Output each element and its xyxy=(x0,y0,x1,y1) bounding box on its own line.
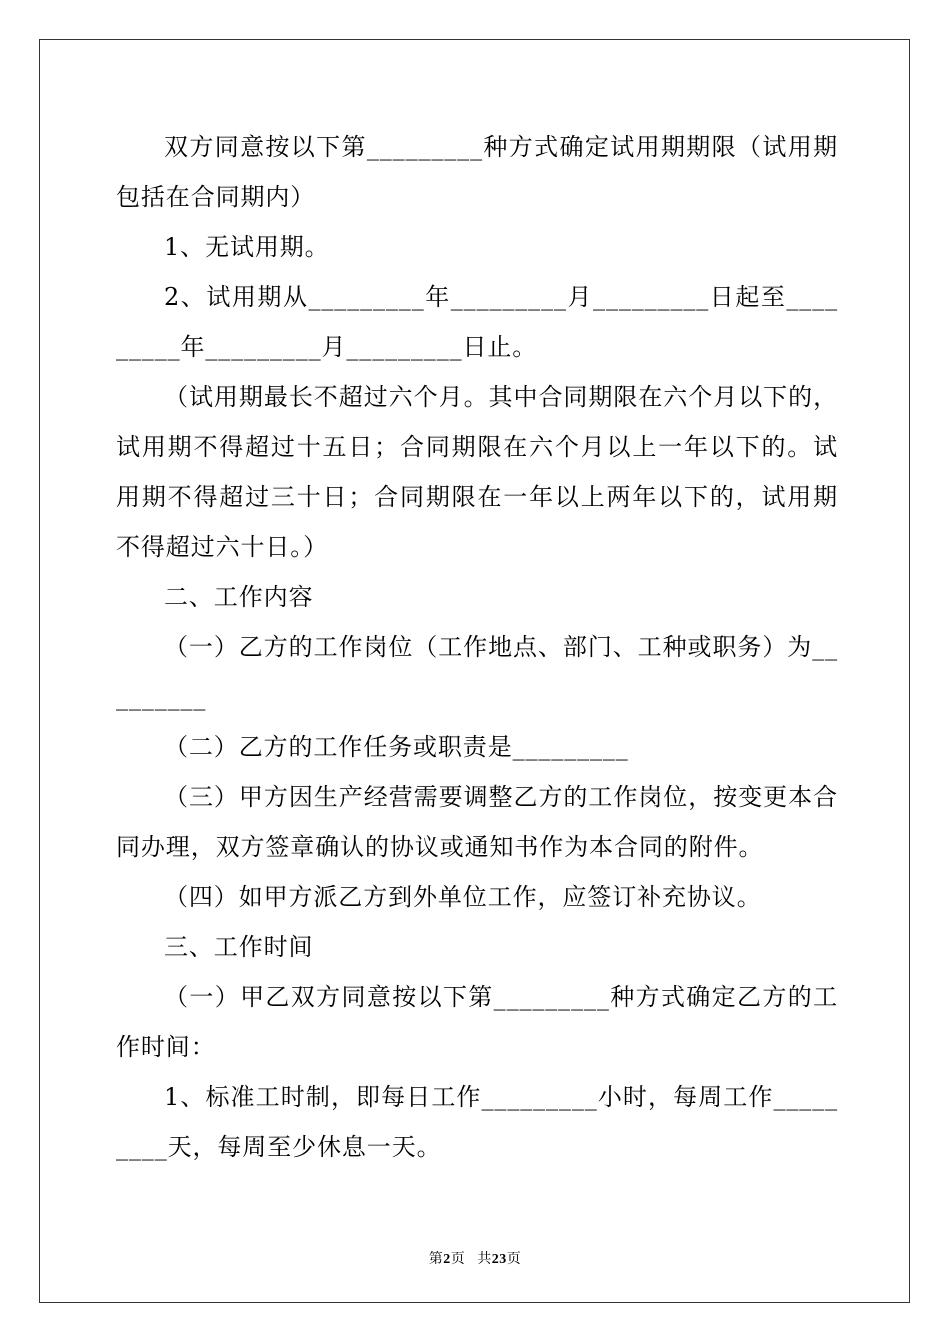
paragraph-work-time-method: （一）甲乙双方同意按以下第_________种方式确定乙方的工作时间： xyxy=(116,983,838,1061)
section-heading-work-content: 二、工作内容 xyxy=(164,583,314,611)
total-prefix: 共 xyxy=(477,1252,492,1267)
paragraph-job-duties: （二）乙方的工作任务或职责是_________ xyxy=(164,733,629,761)
document-body xyxy=(116,122,838,1172)
paragraph-position-adjustment: （三）甲方因生产经营需要调整乙方的工作岗位，按变更本合同办理，双方签章确认的协议或通知书作为本合同的附件。 xyxy=(116,783,838,861)
paragraph-standard-hours: 1、标准工时制，即每日工作_________小时，每周工作_________天，每周至少休息一天。 xyxy=(116,1083,838,1161)
paragraph-job-position: （一）乙方的工作岗位（工作地点、部门、工种或职务）为_________ xyxy=(116,633,838,711)
paragraph-probation-dates: 2、试用期从_________年_________月_________日起至_________年_________月_________日止。 xyxy=(116,283,838,361)
paragraph-probation-limits: （试用期最长不超过六个月。其中合同期限在六个月以下的，试用期不得超过十五日；合同期限在六个月以上一年以下的。试用期不得超过三十日；合同期限在一年以上两年以下的，试用期不得超过六十日。） xyxy=(116,383,838,561)
section-heading-work-time: 三、工作时间 xyxy=(164,933,314,961)
page-footer xyxy=(0,1248,950,1268)
total-suffix: 页 xyxy=(506,1252,522,1267)
page-number: 2 xyxy=(443,1252,451,1267)
page-prefix: 第 xyxy=(428,1252,444,1267)
page-suffix: 页 xyxy=(450,1252,466,1267)
paragraph-no-probation: 1、无试用期。 xyxy=(164,233,330,261)
total-pages: 23 xyxy=(491,1252,507,1267)
paragraph-probation-method: 双方同意按以下第_________种方式确定试用期期限（试用期包括在合同期内） xyxy=(116,133,838,211)
paragraph-external-assignment: （四）如甲方派乙方到外单位工作，应签订补充协议。 xyxy=(164,883,762,911)
